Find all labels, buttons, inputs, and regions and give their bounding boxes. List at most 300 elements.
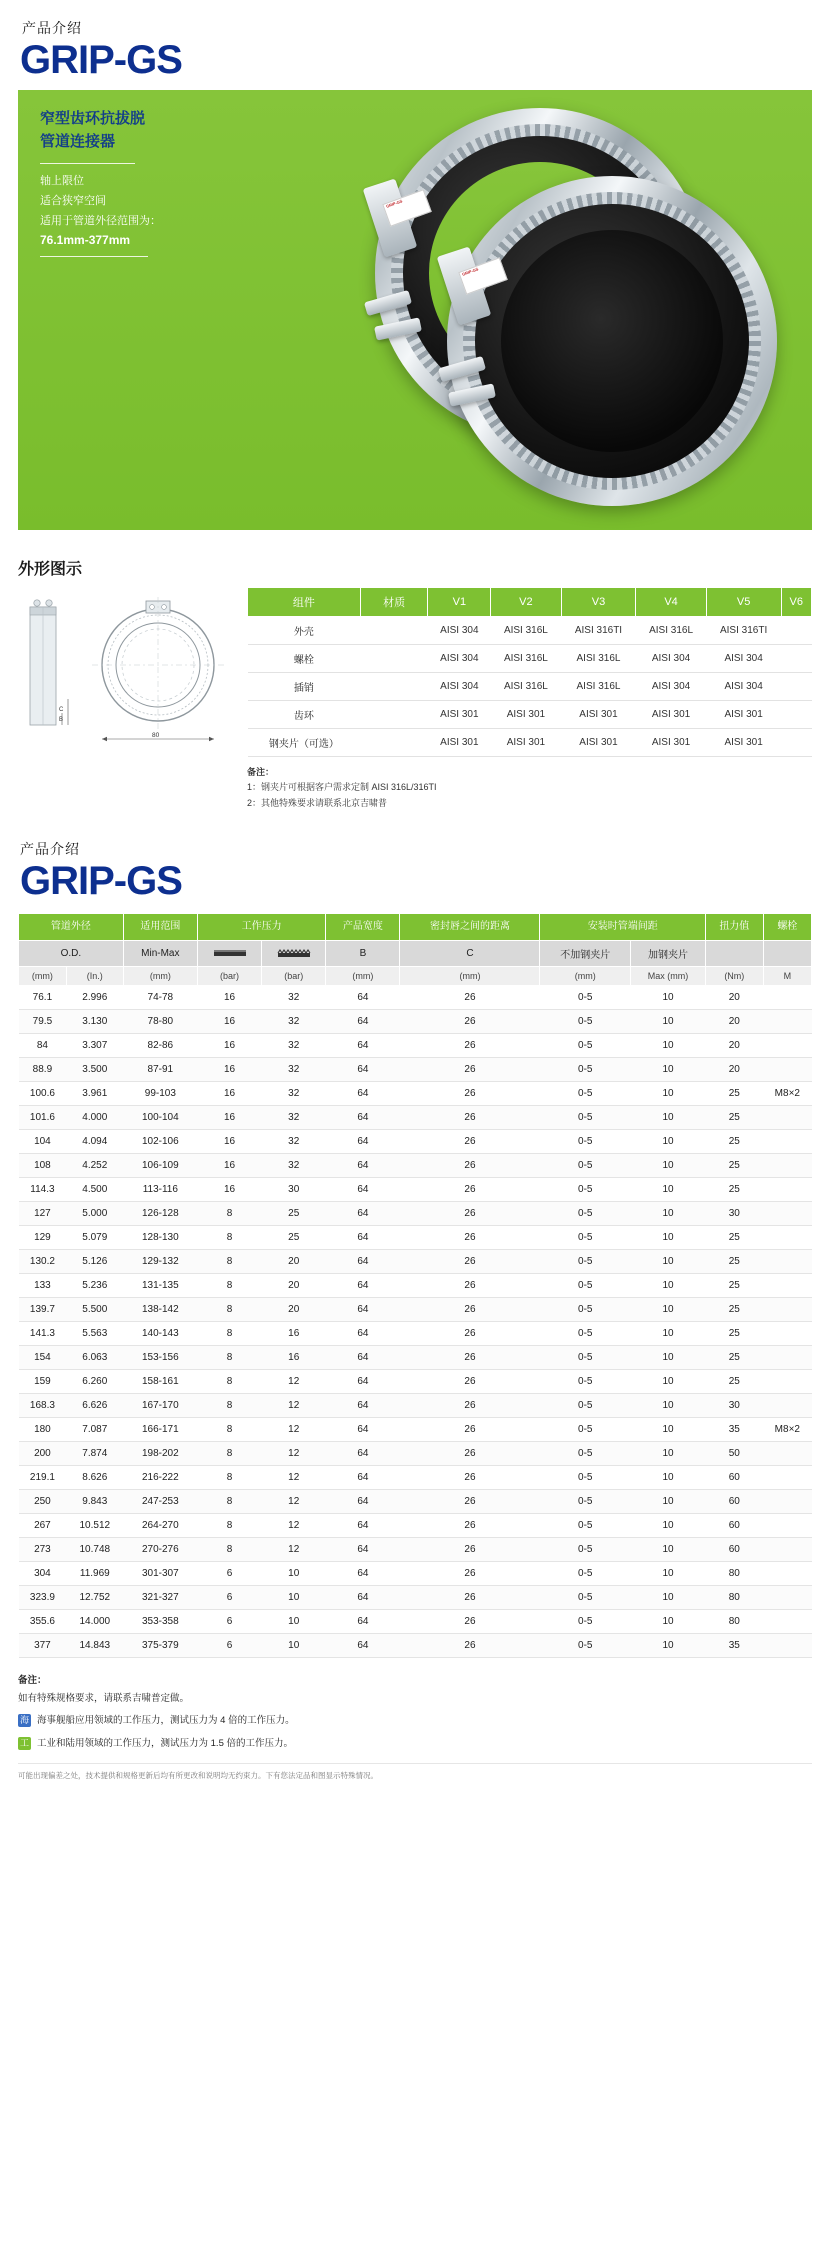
table-row bbox=[19, 1490, 812, 1514]
table-row bbox=[19, 1106, 812, 1130]
spec-cell: 20 bbox=[706, 986, 764, 1010]
material-row-cell: AISI 304 bbox=[428, 645, 491, 673]
table-row bbox=[19, 1226, 812, 1250]
spec-cell: 25 bbox=[706, 1250, 764, 1274]
spec-cell: 16 bbox=[197, 1034, 261, 1058]
material-col-material: 材质 bbox=[360, 588, 428, 617]
spec-cell: 4.252 bbox=[66, 1154, 123, 1178]
spec-cell: 26 bbox=[400, 1610, 540, 1634]
spec-cell: 35 bbox=[706, 1418, 764, 1442]
spec-cell: 26 bbox=[400, 1370, 540, 1394]
spec-cell: 30 bbox=[706, 1202, 764, 1226]
table-row bbox=[19, 1634, 812, 1658]
spec-cell: 8 bbox=[197, 1322, 261, 1346]
spec-cell: M8×2 bbox=[763, 1082, 811, 1106]
spec-cell: 198-202 bbox=[123, 1442, 197, 1466]
spec-cell: 32 bbox=[262, 1106, 326, 1130]
material-row-cell: AISI 301 bbox=[428, 729, 491, 757]
spec-cell: 80 bbox=[706, 1562, 764, 1586]
spec-cell: 5.236 bbox=[66, 1274, 123, 1298]
footer-note-industry: 工业和陆用领域的工作压力，测试压力为 1.5 倍的工作压力。 bbox=[37, 1737, 293, 1749]
spec-cell: 139.7 bbox=[19, 1298, 67, 1322]
material-row-cell: AISI 316L bbox=[491, 617, 561, 645]
spec-cell bbox=[763, 1298, 811, 1322]
spec-cell: 64 bbox=[326, 1106, 400, 1130]
spec-cell: 10 bbox=[631, 1562, 706, 1586]
spec-cell: 26 bbox=[400, 1394, 540, 1418]
spec-cell: 6 bbox=[197, 1562, 261, 1586]
table-row bbox=[19, 1202, 812, 1226]
table-row bbox=[19, 1394, 812, 1418]
spec-cell: 10 bbox=[262, 1562, 326, 1586]
spec-cell: 10 bbox=[631, 1634, 706, 1658]
table-row bbox=[19, 1130, 812, 1154]
spec-unit-bolt-m: M bbox=[763, 967, 811, 986]
spec-cell: 353-358 bbox=[123, 1610, 197, 1634]
spec-cell: 26 bbox=[400, 1586, 540, 1610]
spec-cell: 26 bbox=[400, 1274, 540, 1298]
spec-cell: 8 bbox=[197, 1346, 261, 1370]
spec-cell: 88.9 bbox=[19, 1058, 67, 1082]
table-row bbox=[19, 1466, 812, 1490]
hero-title: GRIP-GS bbox=[20, 38, 182, 82]
spec-cell: 0-5 bbox=[540, 1202, 631, 1226]
material-row-cell: AISI 301 bbox=[561, 701, 636, 729]
spec-cell: 10 bbox=[631, 1490, 706, 1514]
spec-cell: 26 bbox=[400, 1010, 540, 1034]
spec-sub-no-clip: 不加钢夹片 bbox=[540, 941, 631, 967]
material-row-cell: AISI 301 bbox=[428, 701, 491, 729]
spec-cell: 10 bbox=[631, 1466, 706, 1490]
spec-cell: 10 bbox=[631, 1178, 706, 1202]
spec-unit-mm: (mm) bbox=[19, 967, 67, 986]
table-row bbox=[19, 1274, 812, 1298]
spec-cell: 5.079 bbox=[66, 1226, 123, 1250]
spec-cell: 64 bbox=[326, 1058, 400, 1082]
pipe-toothed-icon bbox=[277, 949, 311, 959]
spec-cell: 8 bbox=[197, 1202, 261, 1226]
spec-cell: 128-130 bbox=[123, 1226, 197, 1250]
spec-cell: 0-5 bbox=[540, 1610, 631, 1634]
hero-text-block bbox=[40, 108, 270, 257]
spec-cell: 10 bbox=[631, 1010, 706, 1034]
material-row-cell bbox=[781, 673, 811, 701]
spec-cell: 64 bbox=[326, 1466, 400, 1490]
spec-cell: 10 bbox=[262, 1610, 326, 1634]
spec-cell: 167-170 bbox=[123, 1394, 197, 1418]
material-row-cell: AISI 301 bbox=[491, 701, 561, 729]
material-row-cell: AISI 304 bbox=[636, 645, 706, 673]
spec-cell: 10 bbox=[631, 1418, 706, 1442]
spec-cell: 3.961 bbox=[66, 1082, 123, 1106]
spec-cell: 16 bbox=[197, 1106, 261, 1130]
spec-cell: 264-270 bbox=[123, 1514, 197, 1538]
spec-cell: 130.2 bbox=[19, 1250, 67, 1274]
spec-cell bbox=[763, 1226, 811, 1250]
spec-cell: 10 bbox=[631, 986, 706, 1010]
spec-cell: 64 bbox=[326, 1418, 400, 1442]
material-table-row bbox=[248, 645, 812, 673]
spec-unit-gap-mm: (mm) bbox=[540, 967, 631, 986]
spec-cell: 0-5 bbox=[540, 1370, 631, 1394]
table-row bbox=[19, 1082, 812, 1106]
material-row-cell: AISI 316L bbox=[636, 617, 706, 645]
spec-cell bbox=[763, 1250, 811, 1274]
spec-cell bbox=[763, 1610, 811, 1634]
spec-cell: 6.260 bbox=[66, 1370, 123, 1394]
spec-cell bbox=[763, 1058, 811, 1082]
spec-cell: 25 bbox=[706, 1082, 764, 1106]
spec-cell: 10 bbox=[262, 1586, 326, 1610]
spec-cell: 0-5 bbox=[540, 1346, 631, 1370]
spec-cell: 3.500 bbox=[66, 1058, 123, 1082]
spec-sub-torque bbox=[706, 941, 764, 967]
spec-cell: 64 bbox=[326, 1562, 400, 1586]
material-row-part: 齿环 bbox=[248, 701, 361, 729]
spec-cell: 104 bbox=[19, 1130, 67, 1154]
spec-cell: M8×2 bbox=[763, 1418, 811, 1442]
material-row-material-cell bbox=[360, 673, 428, 701]
table-row bbox=[19, 1370, 812, 1394]
material-row-material-cell bbox=[360, 729, 428, 757]
spec-group-pressure: 工作压力 bbox=[197, 913, 325, 941]
spec-cell: 0-5 bbox=[540, 1250, 631, 1274]
spec-cell: 12 bbox=[262, 1394, 326, 1418]
spec-cell: 10 bbox=[631, 1034, 706, 1058]
spec-cell: 0-5 bbox=[540, 1538, 631, 1562]
spec-group-gap: 安装时管端间距 bbox=[540, 913, 706, 941]
spec-cell: 26 bbox=[400, 1202, 540, 1226]
spec-cell: 304 bbox=[19, 1562, 67, 1586]
material-row-cell: AISI 304 bbox=[706, 673, 781, 701]
spec-cell: 140-143 bbox=[123, 1322, 197, 1346]
spec-cell: 26 bbox=[400, 1538, 540, 1562]
spec-cell: 8 bbox=[197, 1226, 261, 1250]
spec-cell: 101.6 bbox=[19, 1106, 67, 1130]
material-row-cell: AISI 316L bbox=[491, 645, 561, 673]
spec-cell: 26 bbox=[400, 1130, 540, 1154]
material-row-part: 插销 bbox=[248, 673, 361, 701]
spec-cell: 99-103 bbox=[123, 1082, 197, 1106]
spec-cell: 0-5 bbox=[540, 1178, 631, 1202]
spec-header-sub-row bbox=[19, 941, 812, 967]
material-row-cell: AISI 301 bbox=[706, 729, 781, 757]
material-row-cell: AISI 301 bbox=[636, 701, 706, 729]
spec-cell: 8 bbox=[197, 1490, 261, 1514]
material-row-cell bbox=[781, 645, 811, 673]
spec-cell: 16 bbox=[197, 986, 261, 1010]
spec-cell: 6 bbox=[197, 1610, 261, 1634]
spec-unit-bar-1: (bar) bbox=[197, 967, 261, 986]
spec-cell: 0-5 bbox=[540, 1106, 631, 1130]
spec-intro bbox=[18, 839, 812, 901]
spec-cell: 26 bbox=[400, 1490, 540, 1514]
spec-cell bbox=[763, 1202, 811, 1226]
spec-cell: 10 bbox=[631, 1610, 706, 1634]
spec-cell: 159 bbox=[19, 1370, 67, 1394]
spec-cell: 4.094 bbox=[66, 1130, 123, 1154]
spec-cell: 60 bbox=[706, 1466, 764, 1490]
spec-sub-c: C bbox=[400, 941, 540, 967]
spec-cell: 50 bbox=[706, 1442, 764, 1466]
material-row-cell: AISI 301 bbox=[636, 729, 706, 757]
material-row-cell: AISI 304 bbox=[428, 673, 491, 701]
spec-cell: 26 bbox=[400, 1178, 540, 1202]
material-row-cell: AISI 316L bbox=[561, 645, 636, 673]
material-row-cell bbox=[781, 617, 811, 645]
spec-cell: 32 bbox=[262, 1010, 326, 1034]
spec-cell: 26 bbox=[400, 1034, 540, 1058]
spec-cell: 25 bbox=[706, 1178, 764, 1202]
table-row bbox=[19, 1586, 812, 1610]
spec-group-od: 管道外径 bbox=[19, 913, 124, 941]
spec-cell: 26 bbox=[400, 1082, 540, 1106]
spec-cell: 0-5 bbox=[540, 1466, 631, 1490]
spec-cell bbox=[763, 1322, 811, 1346]
spec-cell: 12 bbox=[262, 1418, 326, 1442]
material-row-cell: AISI 304 bbox=[706, 645, 781, 673]
spec-cell: 12 bbox=[262, 1514, 326, 1538]
spec-cell: 250 bbox=[19, 1490, 67, 1514]
spec-cell bbox=[763, 1490, 811, 1514]
spec-cell: 10 bbox=[631, 1394, 706, 1418]
spec-cell: 64 bbox=[326, 1634, 400, 1658]
spec-cell: 0-5 bbox=[540, 1226, 631, 1250]
footer-notes-title: 备注： bbox=[18, 1675, 47, 1687]
spec-cell: 26 bbox=[400, 1322, 540, 1346]
spec-table-body bbox=[19, 986, 812, 1658]
spec-title: GRIP-GS bbox=[20, 858, 182, 903]
spec-cell: 76.1 bbox=[19, 986, 67, 1010]
material-row-cell: AISI 304 bbox=[428, 617, 491, 645]
spec-cell: 26 bbox=[400, 1154, 540, 1178]
spec-cell: 180 bbox=[19, 1418, 67, 1442]
spec-cell: 25 bbox=[262, 1226, 326, 1250]
spec-cell: 32 bbox=[262, 1058, 326, 1082]
material-notes-title: 备注： bbox=[247, 767, 275, 777]
hero-divider-2 bbox=[40, 256, 148, 257]
spec-cell: 158-161 bbox=[123, 1370, 197, 1394]
hero-divider-1 bbox=[40, 163, 135, 164]
table-row bbox=[19, 1442, 812, 1466]
material-table bbox=[247, 587, 812, 757]
spec-cell: 10 bbox=[631, 1274, 706, 1298]
material-col-v5: V5 bbox=[706, 588, 781, 617]
spec-cell: 3.130 bbox=[66, 1010, 123, 1034]
hero-range: 76.1mm-377mm bbox=[40, 233, 131, 248]
material-row-cell bbox=[781, 729, 811, 757]
spec-cell bbox=[763, 1010, 811, 1034]
spec-cell bbox=[763, 1346, 811, 1370]
spec-cell: 8 bbox=[197, 1298, 261, 1322]
spec-cell: 129 bbox=[19, 1226, 67, 1250]
spec-cell: 270-276 bbox=[123, 1538, 197, 1562]
svg-text:C: C bbox=[59, 707, 64, 713]
spec-cell: 5.126 bbox=[66, 1250, 123, 1274]
material-table-wrap bbox=[247, 587, 812, 811]
spec-cell: 64 bbox=[326, 1298, 400, 1322]
spec-cell: 10 bbox=[631, 1346, 706, 1370]
spec-cell: 0-5 bbox=[540, 1322, 631, 1346]
spec-cell: 133 bbox=[19, 1274, 67, 1298]
spec-cell: 0-5 bbox=[540, 1298, 631, 1322]
spec-cell: 375-379 bbox=[123, 1634, 197, 1658]
hero-bullet-2: 适用于管道外径范围为： bbox=[40, 214, 161, 227]
spec-cell: 8.626 bbox=[66, 1466, 123, 1490]
spec-cell: 16 bbox=[197, 1154, 261, 1178]
svg-text:80: 80 bbox=[152, 732, 160, 739]
material-table-body bbox=[248, 617, 812, 757]
spec-cell: 6.063 bbox=[66, 1346, 123, 1370]
spec-cell: 0-5 bbox=[540, 1082, 631, 1106]
spec-cell: 10 bbox=[631, 1514, 706, 1538]
spec-cell: 12 bbox=[262, 1490, 326, 1514]
spec-cell: 4.500 bbox=[66, 1178, 123, 1202]
footer-note-industry-line bbox=[18, 1735, 812, 1753]
table-row bbox=[19, 1034, 812, 1058]
material-row-material-cell bbox=[360, 617, 428, 645]
material-table-row bbox=[248, 729, 812, 757]
material-row-material-cell bbox=[360, 645, 428, 673]
spec-cell: 114.3 bbox=[19, 1178, 67, 1202]
table-row bbox=[19, 1154, 812, 1178]
spec-cell: 25 bbox=[706, 1274, 764, 1298]
spec-cell: 26 bbox=[400, 1298, 540, 1322]
spec-cell: 216-222 bbox=[123, 1466, 197, 1490]
material-row-part: 外壳 bbox=[248, 617, 361, 645]
spec-cell: 60 bbox=[706, 1514, 764, 1538]
table-row bbox=[19, 1250, 812, 1274]
spec-cell: 153-156 bbox=[123, 1346, 197, 1370]
table-row bbox=[19, 1058, 812, 1082]
spec-cell: 35 bbox=[706, 1634, 764, 1658]
table-row bbox=[19, 1298, 812, 1322]
material-row-cell: AISI 316L bbox=[491, 673, 561, 701]
spec-cell: 64 bbox=[326, 1322, 400, 1346]
spec-cell: 82-86 bbox=[123, 1034, 197, 1058]
spec-cell bbox=[763, 1034, 811, 1058]
hero-headline bbox=[40, 108, 270, 153]
spec-cell: 25 bbox=[706, 1346, 764, 1370]
spec-cell: 0-5 bbox=[540, 1514, 631, 1538]
table-row bbox=[19, 1322, 812, 1346]
spec-cell: 3.307 bbox=[66, 1034, 123, 1058]
spec-cell: 64 bbox=[326, 1490, 400, 1514]
material-row-cell: AISI 316TI bbox=[706, 617, 781, 645]
spec-sub-bolt bbox=[763, 941, 811, 967]
spec-cell: 16 bbox=[197, 1010, 261, 1034]
spec-cell: 64 bbox=[326, 1202, 400, 1226]
spec-cell bbox=[763, 1106, 811, 1130]
technical-drawing bbox=[18, 587, 233, 767]
spec-cell: 26 bbox=[400, 1106, 540, 1130]
spec-cell: 10 bbox=[631, 1202, 706, 1226]
spec-cell: 0-5 bbox=[540, 1274, 631, 1298]
spec-cell: 102-106 bbox=[123, 1130, 197, 1154]
spec-cell: 16 bbox=[262, 1346, 326, 1370]
spec-cell: 30 bbox=[706, 1394, 764, 1418]
spec-cell: 20 bbox=[262, 1298, 326, 1322]
spec-cell: 32 bbox=[262, 1154, 326, 1178]
spec-cell: 78-80 bbox=[123, 1010, 197, 1034]
material-table-notes bbox=[247, 765, 812, 811]
spec-cell: 219.1 bbox=[19, 1466, 67, 1490]
spec-cell: 5.000 bbox=[66, 1202, 123, 1226]
spec-cell: 2.996 bbox=[66, 986, 123, 1010]
spec-cell: 100-104 bbox=[123, 1106, 197, 1130]
spec-cell: 26 bbox=[400, 1418, 540, 1442]
spec-cell: 60 bbox=[706, 1490, 764, 1514]
table-row bbox=[19, 1178, 812, 1202]
spec-cell: 106-109 bbox=[123, 1154, 197, 1178]
table-row bbox=[19, 1538, 812, 1562]
spec-cell: 154 bbox=[19, 1346, 67, 1370]
spec-cell: 321-327 bbox=[123, 1586, 197, 1610]
spec-header-units-row bbox=[19, 967, 812, 986]
spec-cell: 30 bbox=[262, 1178, 326, 1202]
spec-cell: 80 bbox=[706, 1586, 764, 1610]
footer-note-main: 如有特殊规格要求，请联系吉啸普定做。 bbox=[18, 1693, 190, 1705]
spec-group-bolt: 螺栓 bbox=[763, 913, 811, 941]
spec-cell: 7.874 bbox=[66, 1442, 123, 1466]
clamp-small-bore bbox=[501, 230, 723, 452]
spec-unit-bar-2: (bar) bbox=[262, 967, 326, 986]
footer-note-marine: 海事舰船应用领域的工作压力，测试压力为 4 倍的工作压力。 bbox=[37, 1715, 295, 1727]
footer-fineprint: 可能出现偏差之处，技术提供和规格更新后均有所更改和说明均无约束力。下有您法定品和图显示特殊情况。 bbox=[18, 1763, 812, 1782]
spec-cell bbox=[763, 1514, 811, 1538]
spec-unit-range-mm: (mm) bbox=[123, 967, 197, 986]
spec-cell: 0-5 bbox=[540, 1130, 631, 1154]
spec-cell: 20 bbox=[262, 1250, 326, 1274]
spec-unit-torque-nm: (Nm) bbox=[706, 967, 764, 986]
spec-cell: 25 bbox=[706, 1106, 764, 1130]
spec-cell: 64 bbox=[326, 1178, 400, 1202]
material-row-cell: AISI 301 bbox=[706, 701, 781, 729]
spec-cell: 0-5 bbox=[540, 1394, 631, 1418]
spec-cell: 64 bbox=[326, 1538, 400, 1562]
spec-cell: 129-132 bbox=[123, 1250, 197, 1274]
hero-headline-line1: 窄型齿环抗拔脱 bbox=[40, 110, 146, 127]
spec-cell: 26 bbox=[400, 1466, 540, 1490]
hero-bullet-1: 适合狭窄空间 bbox=[40, 194, 106, 207]
spec-header-group-row bbox=[19, 913, 812, 941]
spec-cell: 8 bbox=[197, 1370, 261, 1394]
shape-section-title: 外形图示 bbox=[18, 561, 83, 578]
spec-group-lip-distance: 密封唇之间的距离 bbox=[400, 913, 540, 941]
spec-cell: 377 bbox=[19, 1634, 67, 1658]
spec-cell: 10 bbox=[631, 1226, 706, 1250]
spec-cell: 10.512 bbox=[66, 1514, 123, 1538]
spec-cell: 0-5 bbox=[540, 986, 631, 1010]
spec-cell: 25 bbox=[706, 1130, 764, 1154]
table-row bbox=[19, 1610, 812, 1634]
spec-cell bbox=[763, 1370, 811, 1394]
spec-cell: 0-5 bbox=[540, 1010, 631, 1034]
spec-cell: 32 bbox=[262, 1034, 326, 1058]
table-row bbox=[19, 1514, 812, 1538]
spec-cell bbox=[763, 1154, 811, 1178]
spec-cell: 0-5 bbox=[540, 1154, 631, 1178]
spec-cell bbox=[763, 1274, 811, 1298]
spec-cell: 8 bbox=[197, 1514, 261, 1538]
spec-kicker: 产品介绍 bbox=[20, 840, 80, 857]
spec-cell: 64 bbox=[326, 1514, 400, 1538]
spec-cell bbox=[763, 1586, 811, 1610]
spec-cell: 64 bbox=[326, 1586, 400, 1610]
spec-cell: 5.500 bbox=[66, 1298, 123, 1322]
spec-cell: 10 bbox=[262, 1634, 326, 1658]
spec-cell: 10 bbox=[631, 1586, 706, 1610]
